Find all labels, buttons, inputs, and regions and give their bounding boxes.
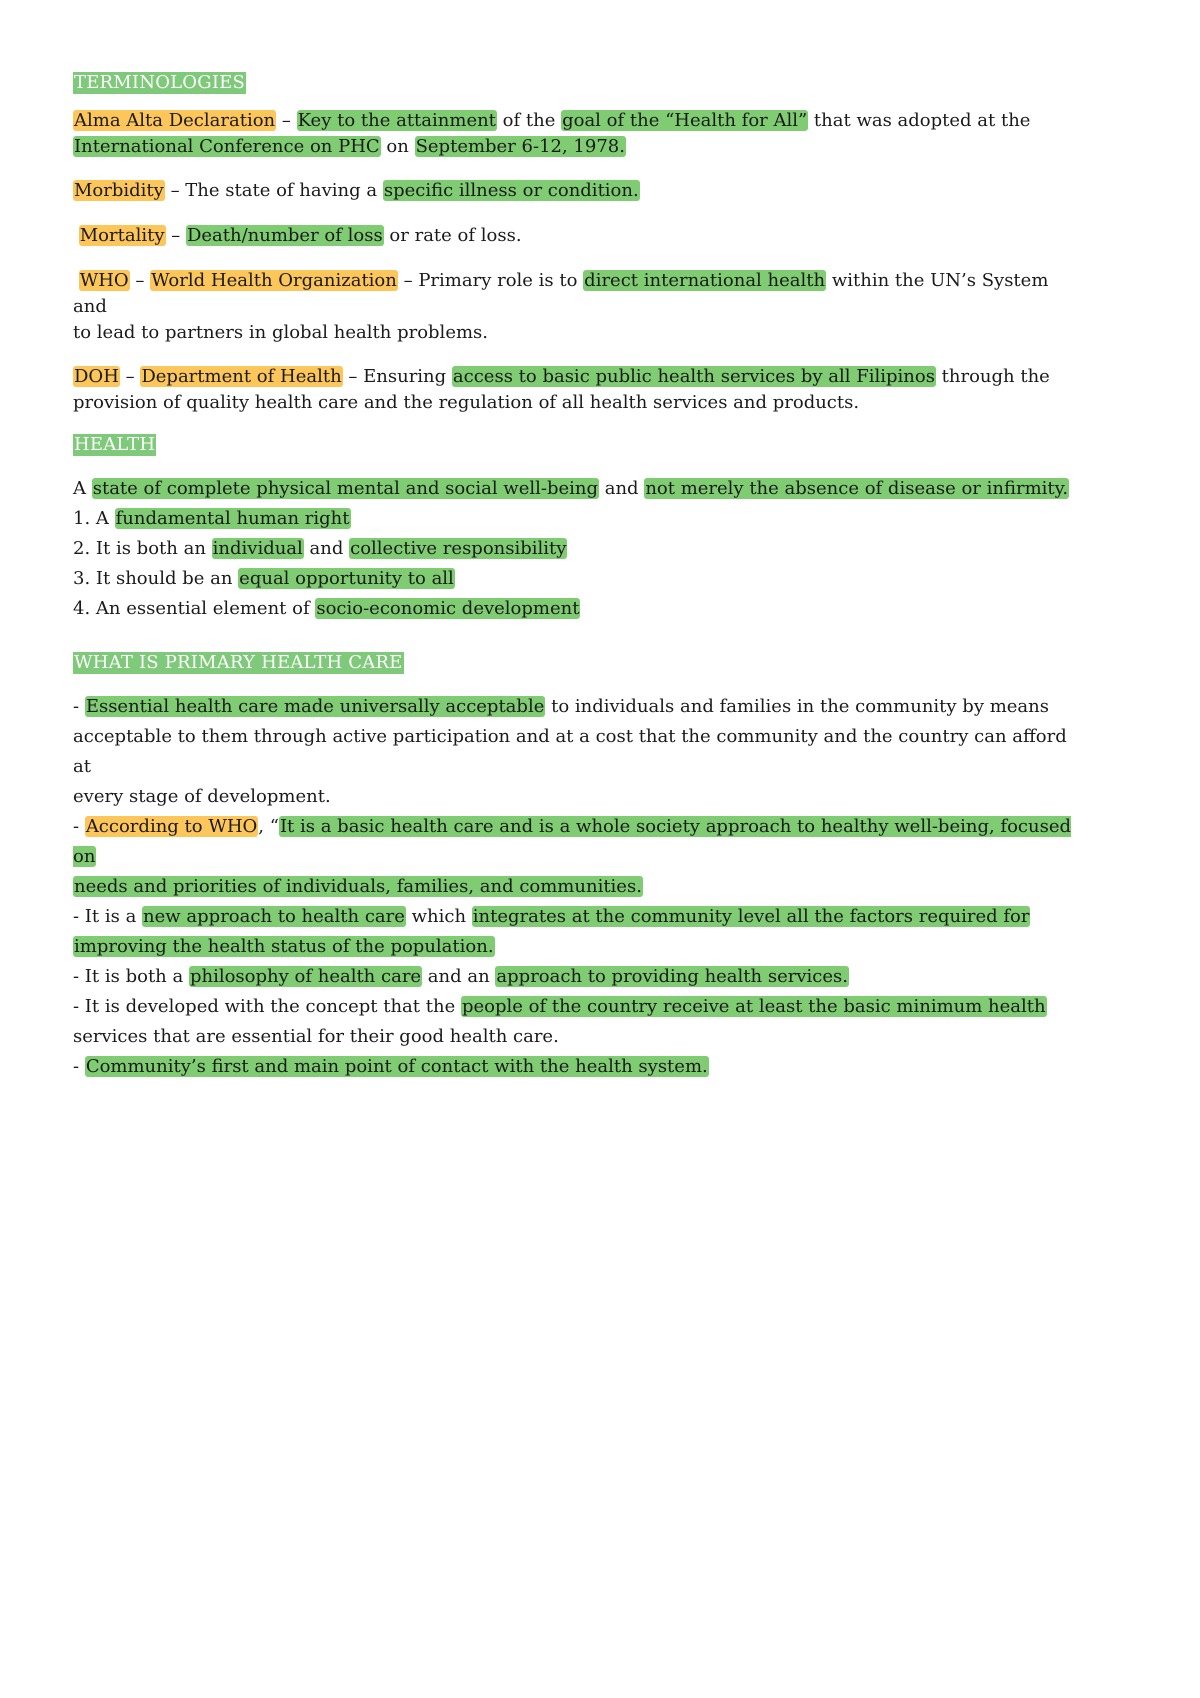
highlight: Community’s first and main point of contact with the health system. [85,1056,708,1077]
term-label: DOH [74,366,119,387]
list-item: 4. An essential element of socio-economic development [73,598,580,619]
highlight: socio-economic development [316,598,580,619]
highlight: Death/number of loss [186,225,383,246]
list-item: - Community’s first and main point of contact with the health system. [73,1056,708,1077]
highlight: specific illness or condition. [383,180,639,201]
highlight: improving the health status of the population. [74,936,494,957]
health-definition: A state of complete physical mental and social well-being and not merely the absence of disease or infirmity. [73,478,1069,499]
list-item: - Essential health care made universally acceptable to individuals and families in the community by means acceptable to them through active participation and at a cost that the community and the country can afford at every stage of development. [73,696,1067,807]
term-label: World Health Organization [151,270,397,291]
list-item: 1. A fundamental human right [73,508,350,529]
highlight: It is a basic health care and is a whole society approach to healthy well-being, focused on [73,816,1072,867]
term-mortality: Mortality – Death/number of loss or rate of loss. [79,225,522,246]
list-item: 3. It should be an equal opportunity to all [73,568,454,589]
term-label: According to WHO [85,816,258,837]
highlight: new approach to health care [143,906,405,927]
highlight: fundamental human right [115,508,350,529]
section-heading-health: HEALTH [74,434,156,455]
highlight: philosophy of health care [189,966,422,987]
term-label: Department of Health [141,366,342,387]
list-item: - It is both a philosophy of health care and an approach to providing health services. [73,966,848,987]
term-alma-alta: Alma Alta Declaration – Key to the attainment of the goal of the “Health for All” that was adopted at the International Conference on PHC on September 6-12, 1978. [74,110,1031,157]
term-morbidity: Morbidity – The state of having a specific illness or condition. [74,180,639,201]
highlight: integrates at the community level all the factors required for [472,906,1030,927]
term-doh: DOH – Department of Health – Ensuring access to basic public health services by all Filipinos through the provision of quality health care and the regulation of all health services and products. [73,366,1050,413]
highlight: not merely the absence of disease or infirmity. [645,478,1069,499]
health-section [73,434,1080,456]
highlight: International Conference on PHC [74,136,380,157]
highlight: direct international health [584,270,826,291]
highlight: access to basic public health services by all Filipinos [452,366,935,387]
highlight: needs and priorities of individuals, families, and communities. [74,876,642,897]
highlight: equal opportunity to all [239,568,454,589]
highlight: people of the country receive at least the basic minimum health [461,996,1046,1017]
list-item: - According to WHO, “It is a basic health care and is a whole society approach to healthy well-being, focused on needs and priorities of individuals, families, and communities. [73,816,1072,897]
health-definition-block [73,474,1080,624]
highlight: goal of the “Health for All” [562,110,808,131]
list-item: - It is a new approach to health care which integrates at the community level all the factors required for improving the health status of the population. [73,906,1030,957]
highlight: Key to the attainment [297,110,496,131]
section-heading-phc: WHAT IS PRIMARY HEALTH CARE [74,652,403,673]
term-label: Alma Alta Declaration [74,110,276,131]
phc-bullets [73,692,1080,1082]
term-label: Mortality [79,225,165,246]
highlight: state of complete physical mental and social well-being [92,478,599,499]
section-heading-terminologies: TERMINOLOGIES [74,72,246,93]
term-label: Morbidity [74,180,164,201]
term-who: WHO – World Health Organization – Primary role is to direct international health within the UN’s System and to lead to partners in global health problems. [73,270,1049,343]
highlight: collective responsibility [350,538,567,559]
list-item: - It is developed with the concept that the people of the country receive at least the basic minimum health services that are essential for their good health care. [73,996,1046,1047]
term-label: WHO [79,270,129,291]
highlight: individual [212,538,303,559]
highlight: September 6-12, 1978. [415,136,625,157]
highlight: Essential health care made universally acceptable [85,696,545,717]
list-item: 2. It is both an individual and collective responsibility [73,538,567,559]
phc-section [73,652,1080,674]
highlight: approach to providing health services. [496,966,848,987]
terminologies-section [73,72,1080,416]
